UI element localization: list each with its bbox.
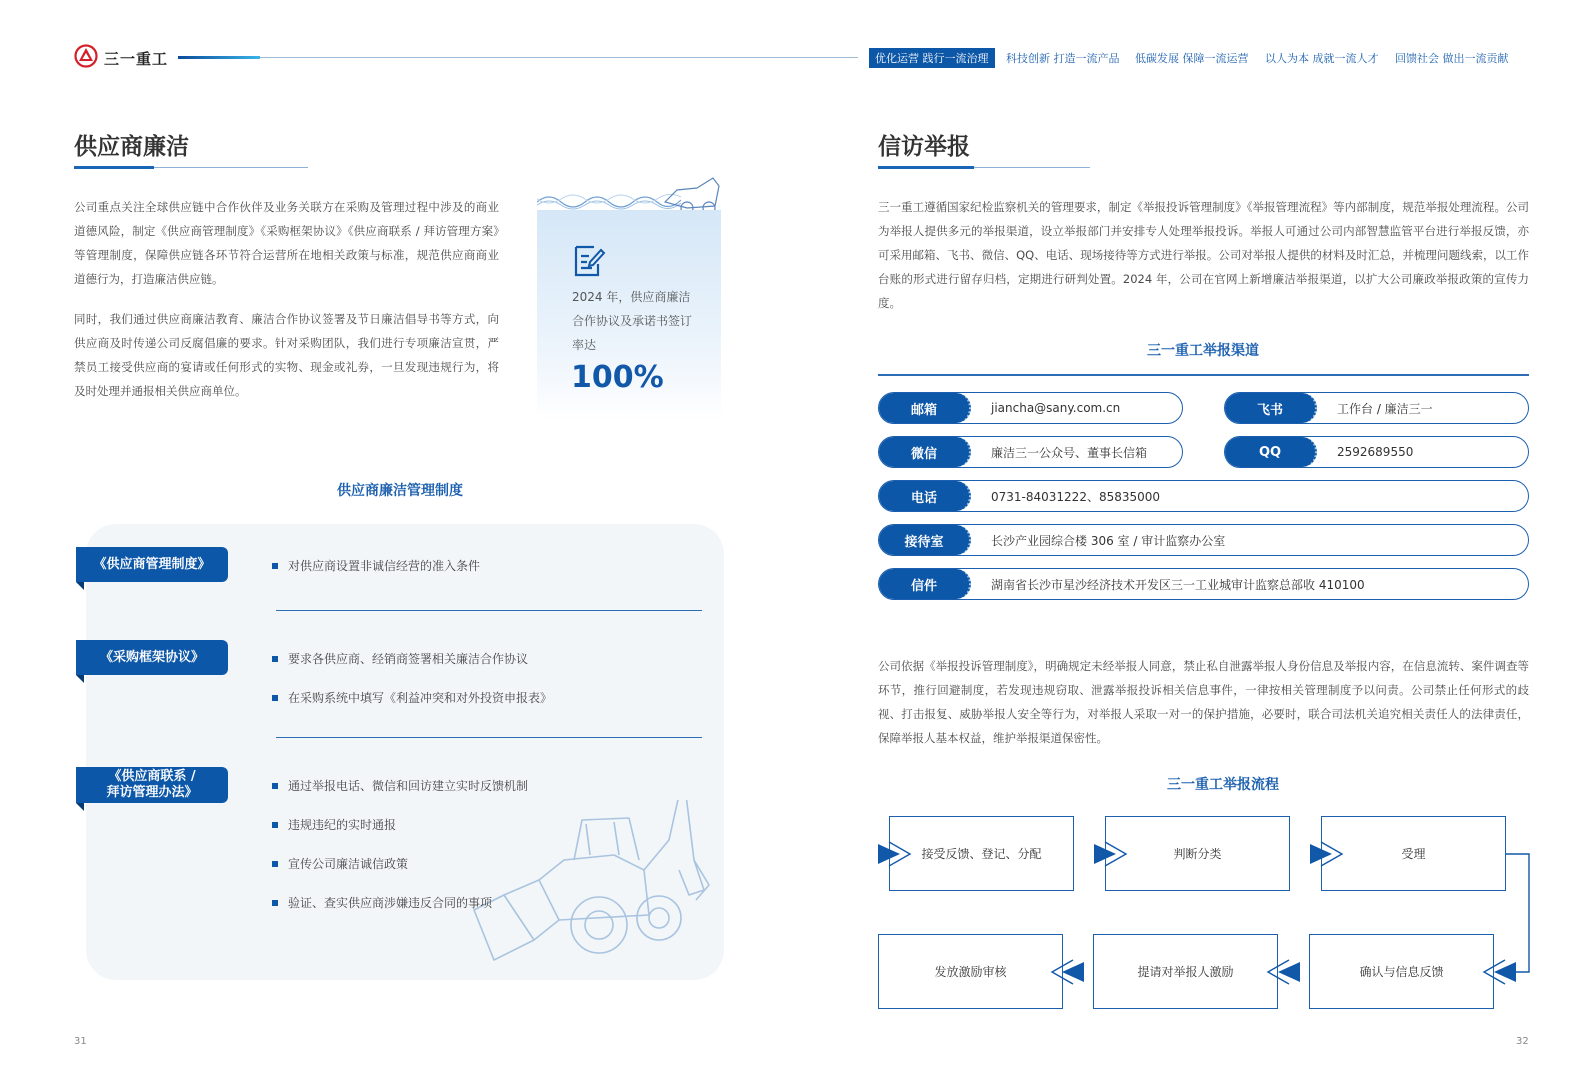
stat-value: 100%: [571, 360, 664, 395]
channel-label: 飞书: [1225, 393, 1317, 423]
policy-item: [272, 777, 528, 794]
flow-step-2: 判断分类: [1105, 816, 1290, 891]
policy-item: [272, 689, 552, 706]
policy-item-text: 违规违纪的实时通报: [288, 818, 397, 832]
channel-label: 电话: [879, 481, 971, 511]
channel-value: 工作台 / 廉洁三一: [1337, 401, 1433, 416]
section-title-whistleblowing: 信访举报: [878, 134, 970, 160]
policy-tag-fold: [76, 582, 84, 590]
logo-icon: [74, 44, 98, 68]
supplier-system-title: 供应商廉洁管理制度: [337, 483, 463, 499]
policy-item-text: 通过举报电话、微信和回访建立实时反馈机制: [288, 779, 529, 793]
bullet-icon: [272, 563, 278, 569]
channel-feishu: [1224, 392, 1529, 424]
channel-wechat: [878, 436, 1183, 468]
flow-step-1: 接受反馈、登记、分配: [889, 816, 1074, 891]
policy-item-text: 要求各供应商、经销商签署相关廉洁合作协议: [288, 652, 529, 666]
channel-email: [878, 392, 1183, 424]
whistleblowing-paragraph-2: 公司依据《举报投诉管理制度》，明确规定未经举报人同意，禁止私自泄露举报人身份信息及举报内容，在信息流转、案件调查等环节，推行回避制度，若发现违规窃取、泄露举报投诉相关信息事件，一律按相关管理制度予以问责。公司禁止任何形式的歧视、打击报复、威胁举报人安全等行为，对举报人采取一对一的保护措施，必要时，联合司法机关追究相关责任人的法律责任，保障举报人基本权益，维护举报渠道保密性。: [878, 659, 1529, 745]
policy-item-text: 验证、查实供应商涉嫌违反合同的事项: [288, 896, 493, 910]
channel-reception: [878, 524, 1529, 556]
supplier-paragraph-1: 公司重点关注全球供应链中合作伙伴及业务关联方在采购及管理过程中涉及的商业道德风险，制定《供应商管理制度》《采购框架协议》《供应商联系 / 拜访管理方案》等管理制度，保障供应链各环节符合运营所在地相关政策与标准，规范供应商商业道德行为，打造廉洁供应链。: [74, 200, 499, 286]
bullet-icon: [272, 656, 278, 662]
nav-tab-society[interactable]: 回馈社会 做出一流贡献: [1395, 52, 1509, 65]
channel-label: 接待室: [879, 525, 971, 555]
nav-tab-innovation[interactable]: 科技创新 打造一流产品: [1006, 52, 1120, 65]
channels-title: 三一重工举报渠道: [1147, 343, 1259, 359]
channel-value: 长沙产业园综合楼 306 室 / 审计监察办公室: [991, 533, 1226, 548]
stat-description: 2024 年，供应商廉洁合作协议及承诺书签订率达: [572, 290, 693, 352]
section-title-supplier-integrity: 供应商廉洁: [74, 134, 189, 160]
channel-value[interactable]: jiancha@sany.com.cn: [991, 401, 1121, 415]
nav-tab-people[interactable]: 以人为本 成就一流人才: [1265, 52, 1379, 65]
channel-value: 0731-84031222、85835000: [991, 489, 1161, 504]
policy-item-text: 宣传公司廉洁诚信政策: [288, 857, 409, 871]
policy-tag-fold: [76, 803, 84, 811]
policy-tag-line-1: 《供应商联系 /: [108, 769, 196, 784]
channel-phone: [878, 480, 1529, 512]
channel-label: 微信: [879, 437, 971, 467]
flow-step-5: 提请对举报人激励: [1093, 934, 1278, 1009]
flow-title: 三一重工举报流程: [1167, 777, 1279, 793]
whistleblowing-paragraph-1: 三一重工遵循国家纪检监察机关的管理要求，制定《举报投诉管理制度》《举报管理流程》等内部制度，规范举报处理流程。公司为举报人提供多元的举报渠道，设立举报部门并安排专人处理举报投诉。举报人可通过公司内部智慧监管平台进行举报反馈，亦可采用邮箱、飞书、微信、QQ、电话、现场接待等方式进行举报。公司对举报人提供的材料及时汇总，并梳理问题线索，以工作台账的形式进行留存归档，定期进行研判处置。2024 年，公司在官网上新增廉洁举报渠道，以扩大公司廉政举报政策的宣传力度。: [878, 200, 1529, 310]
policy-item: [272, 650, 528, 667]
header-rule: [178, 57, 858, 58]
flow-step-3: 受理: [1321, 816, 1506, 891]
backhoe-loader-illustration: [464, 800, 714, 970]
flow-step-4: 确认与信息反馈: [1309, 934, 1494, 1009]
channel-label: 信件: [879, 569, 971, 599]
channel-label: QQ: [1225, 437, 1317, 467]
header-rule-accent: [178, 56, 260, 59]
section-title-rule-accent: [74, 166, 154, 169]
logo-text: 三一重工: [104, 50, 169, 68]
policy-tag-procurement-agreement: 《采购框架协议》: [76, 640, 228, 675]
bullet-icon: [272, 783, 278, 789]
channel-value: 湖南省长沙市星沙经济技术开发区三一工业城审计监察总部收 410100: [991, 577, 1365, 592]
bullet-icon: [272, 695, 278, 701]
policy-separator: [276, 610, 702, 611]
nav-tab-governance[interactable]: 优化运营 践行一流治理: [869, 48, 995, 68]
policy-tag-supplier-contact: [76, 767, 228, 803]
policy-item: [272, 557, 480, 574]
bullet-icon: [272, 900, 278, 906]
channel-value: 2592689550: [1337, 445, 1414, 459]
flow-step-6: 发放激励审核: [878, 934, 1063, 1009]
page-number-left: 31: [74, 1036, 87, 1047]
supplier-paragraph-2: 同时，我们通过供应商廉洁教育、廉洁合作协议签署及节日廉洁倡导书等方式，向供应商及时传递公司反腐倡廉的要求。针对采购团队，我们进行专项廉洁宣贯，严禁员工接受供应商的宴请或任何形式的实物、现金或礼券，一旦发现违规行为，将及时处理并通报相关供应商单位。: [74, 312, 499, 398]
policy-item: [272, 855, 408, 872]
nav-tab-low-carbon[interactable]: 低碳发展 保障一流运营: [1135, 52, 1249, 65]
policy-separator: [276, 737, 702, 738]
bullet-icon: [272, 861, 278, 867]
channel-label: 邮箱: [879, 393, 971, 423]
channels-rule: [878, 374, 1529, 376]
policy-item: [272, 816, 396, 833]
policy-tag-line-2: 拜访管理办法》: [106, 785, 198, 800]
policy-tag-supplier-management: 《供应商管理制度》: [76, 547, 228, 582]
policy-item-text: 在采购系统中填写《利益冲突和对外投资申报表》: [288, 691, 553, 705]
channel-value: 廉洁三一公众号、董事长信箱: [991, 445, 1148, 460]
page-number-right: 32: [1516, 1036, 1529, 1047]
document-edit-icon: [572, 244, 606, 278]
channel-qq: [1224, 436, 1529, 468]
channel-letter: [878, 568, 1529, 600]
flow-arrows: [870, 806, 1540, 1026]
policy-item-text: 对供应商设置非诚信经营的准入条件: [288, 559, 481, 573]
policy-tag-fold: [76, 675, 84, 683]
bullet-icon: [272, 822, 278, 828]
policy-item: [272, 894, 492, 911]
section-title-rule-accent: [878, 166, 974, 169]
